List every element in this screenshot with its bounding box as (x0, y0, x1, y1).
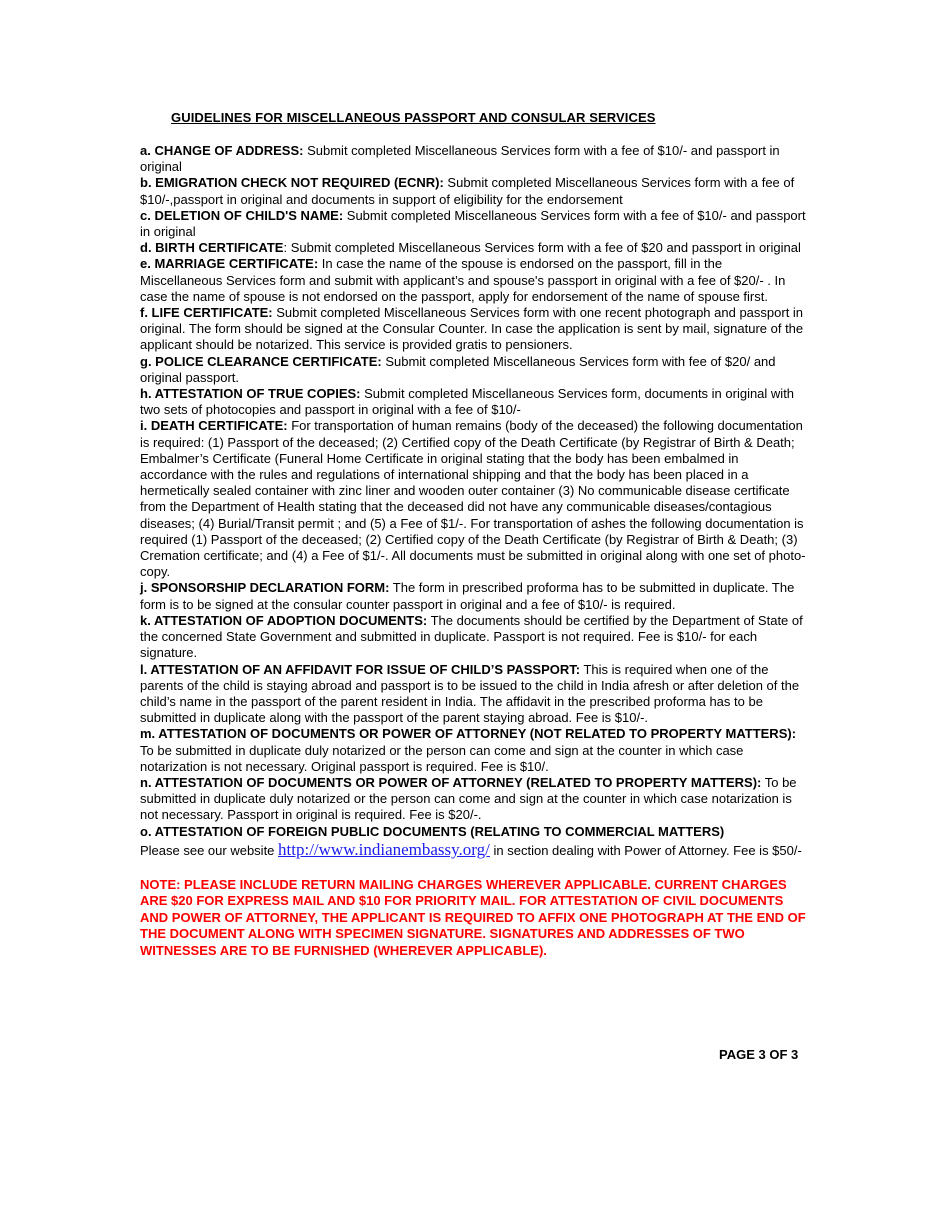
item-label: n. ATTESTATION OF DOCUMENTS OR POWER OF ATTORNEY (RELATED TO PROPERTY MATTERS): (140, 774, 762, 790)
item-label: g. POLICE CLEARANCE CERTIFICATE: (140, 353, 382, 369)
item-label: l. ATTESTATION OF AN AFFIDAVIT FOR ISSUE OF CHILD’S PASSPORT: (140, 661, 581, 677)
item-text: For transportation of human remains (body of the deceased) the following documentation is required: (1) Passport of the deceased; (2) Certified copy of the Death Certificate (by Registrar of Birth & Death; Embalmer’s Certificate (Funeral Home Certificate in original stating that the body has been embalmed in accordance with the rules and regulations of international shipping and that the body has been placed in a hermetically sealed container with zinc liner and wooden outer container (3) No communicable disease certificate from the Department of Health stating that the deceased did not have any communicable diseases/contagious diseases; (4) Burial/Transit permit ; and (5) a Fee of $1/-. For transportation of ashes the following documentation is required (1) Passport of the deceased; (2) Certified copy of the Death Certificate (by Registrar of Birth & Death; (3) Cremation certificate; and (4) a Fee of $1/-. All documents must be submitted in original along with one set of photo- copy. (140, 418, 806, 580)
page-number: PAGE 3 OF 3 (719, 1047, 799, 1062)
item-label: f. LIFE CERTIFICATE: (140, 305, 273, 321)
guidelines-content (140, 143, 808, 972)
item-text: Submit completed Miscellaneous Services form with a fee of $10/- and passport in original (140, 143, 780, 175)
item-label: a. CHANGE OF ADDRESS: (140, 143, 304, 158)
item-text: In case the name of the spouse is endorsed on the passport, fill in the Miscellaneous Services form and submit with applicant’s and spouse's passport in original with a fee of $20/- . In case the name of spouse is not endorsed on the passport, apply for endorsement of the name of spouse first. (140, 256, 786, 304)
item-text: Submit completed Miscellaneous Services form with one recent photograph and passport in original. The form should be signed at the Consular Counter. In case the application is sent by mail, signature of the applicant should be notarized. This service is provided gratis to pensioners. (140, 305, 804, 353)
item-birth-certificate (140, 240, 808, 256)
mailing-note: NOTE: PLEASE INCLUDE RETURN MAILING CHARGES WHEREVER APPLICABLE. CURRENT CHARGES ARE $20 FOR EXPRESS MAIL AND $10 FOR PRIORITY MAIL. FOR ATTESTATION OF CIVIL DOCUMENTS AND POWER OF ATTORNEY, THE APPLICANT IS REQUIRED TO AFFIX ONE PHOTOGRAPH AT THE END OF THE DOCUMENT ALONG WITH SPECIMEN SIGNATURE. SIGNATURES AND ADDRESSES OF TWO WITNESSES ARE TO BE FURNISHED (WHEREVER APPLICABLE). (140, 876, 806, 958)
item-police-clearance (140, 354, 808, 386)
item-label: j. SPONSORSHIP DECLARATION FORM: (140, 580, 390, 596)
item-foreign-public-documents (140, 824, 808, 840)
website-link[interactable]: http://www.indianembassy.org/ (278, 839, 490, 859)
website-prefix: Please see our website (140, 842, 279, 858)
item-poa-property (140, 775, 808, 824)
item-text: To be submitted in duplicate duly notarized or the person can come and sign at the counter in which case notarization is not necessary. Passport in original is required. Fee is $20/-. (140, 774, 797, 823)
website-suffix: in section dealing with Power of Attorney. Fee is $50/- (489, 842, 802, 858)
item-label: m. ATTESTATION OF DOCUMENTS OR POWER OF ATTORNEY (NOT RELATED TO PROPERTY MATTERS): (140, 726, 797, 742)
item-poa-non-property (140, 726, 808, 775)
item-deletion-child-name (140, 208, 808, 240)
item-text: Submit completed Miscellaneous Services form with a fee of $10/- and passport in original (140, 207, 806, 240)
item-label: o. ATTESTATION OF FOREIGN PUBLIC DOCUMENTS (RELATING TO COMMERCIAL MATTERS) (140, 823, 725, 839)
item-death-certificate (140, 418, 808, 580)
item-change-of-address (140, 143, 808, 175)
item-marriage-certificate (140, 256, 808, 305)
item-label: h. ATTESTATION OF TRUE COPIES: (140, 386, 361, 402)
item-text: To be submitted in duplicate duly notarized or the person can come and sign at the counter in which case notarization is not necessary. Original passport is required. Fee is $10/. (140, 742, 744, 774)
item-child-passport-affidavit (140, 662, 808, 727)
item-label: e. MARRIAGE CERTIFICATE: (140, 256, 319, 272)
website-line (140, 839, 808, 859)
item-text: This is required when one of the parents of the child is staying abroad and passport is to be issued to the child in India afresh or after deletion of the child’s name in the passport of the parent resident in India. The affidavit in the prescribed proforma has to be submitted in duplicate along with the passport of the parent staying abroad. Fee is $10/-. (140, 661, 800, 726)
item-label: b. EMIGRATION CHECK NOT REQUIRED (ECNR): (140, 175, 444, 191)
item-ecnr (140, 175, 808, 207)
item-text: The documents should be certified by the Department of State of the concerned State Government and submitted in duplicate. Passport is not required. Fee is $10/- for each signature. (140, 612, 803, 661)
item-true-copies (140, 386, 808, 418)
page-title: GUIDELINES FOR MISCELLANEOUS PASSPORT AND CONSULAR SERVICES (171, 110, 656, 125)
item-adoption-documents (140, 613, 808, 662)
item-text: Submit completed Miscellaneous Services form with fee of $20/ and original passport. (140, 353, 776, 385)
item-sponsorship-declaration (140, 580, 808, 612)
item-life-certificate (140, 305, 808, 354)
item-label: k. ATTESTATION OF ADOPTION DOCUMENTS: (140, 612, 428, 628)
item-text: Submit completed Miscellaneous Services form with a fee of $10/-,passport in original and documents in support of eligibility for the endorsement (140, 175, 795, 207)
item-text: The form in prescribed proforma has to be submitted in duplicate. The form is to be signed at the consular counter passport in original and a fee of $10/- is required. (140, 580, 795, 612)
item-label: c. DELETION OF CHILD'S NAME: (140, 207, 344, 223)
item-text: Submit completed Miscellaneous Services form, documents in original with two sets of photocopies and passport in original with a fee of $10/- (140, 386, 795, 418)
item-text: : Submit completed Miscellaneous Services form with a fee of $20 and passport in original (283, 240, 801, 256)
item-label: i. DEATH CERTIFICATE: (140, 418, 288, 434)
item-label: d. BIRTH CERTIFICATE (140, 240, 284, 256)
